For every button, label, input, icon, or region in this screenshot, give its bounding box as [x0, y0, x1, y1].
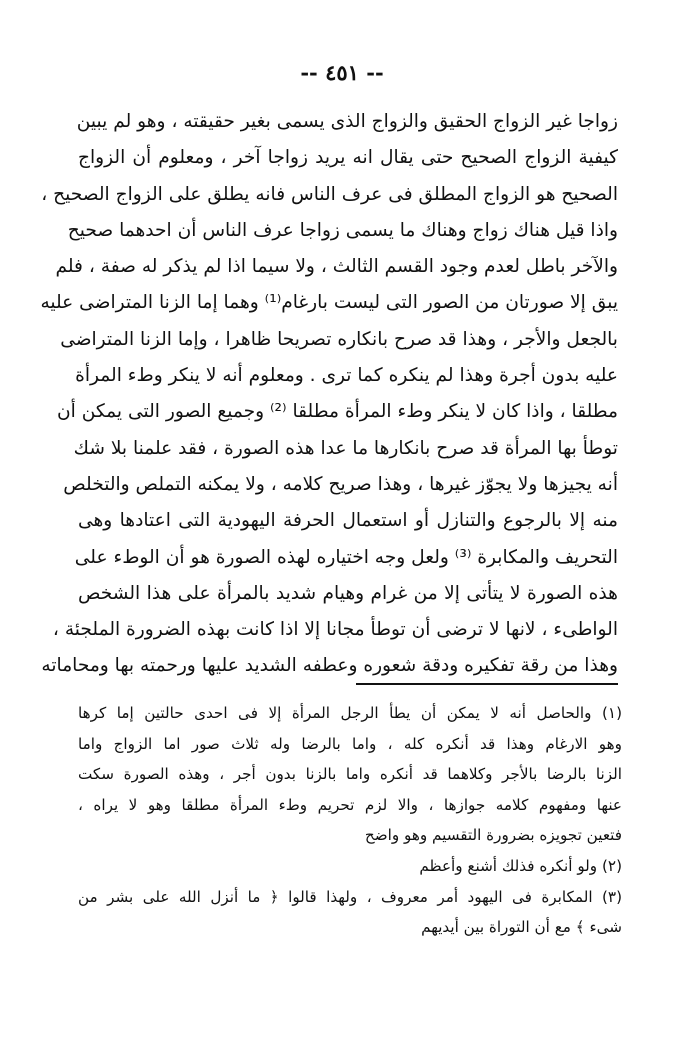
body-line: توطأ بها المرأة قد صرح بانكارها ما عدا هذه الصورة ، فقد علمنا بلا شك	[73, 437, 618, 459]
body-line: منه إلا بالرجوع والتنازل أو استعمال الحرفة اليهودية التى اعتادها وهى	[78, 510, 618, 532]
body-text	[40, 104, 618, 685]
footnote-line: الزنا بالرضا بالأجر وكلاهما قد أنكره واما بالزنا بدون أجر ، وهذه الصورة سكت	[78, 765, 622, 784]
body-line: بالجعل والأجر ، وهذا قد صرح بانكاره تصريحا ظاهرا ، وإما الزنا المتراضى	[60, 328, 618, 350]
footnote-line: وهو الارغام وهذا قد أنكره كله ، واما بالرضا وله ثلاث صور اما الزواج واما	[78, 734, 622, 753]
body-line: أنه يجيزها ولا يجوّز غيرها ، وهذا صريح كلامه ، ولا يمكنه التملص والتخلص	[63, 473, 618, 495]
body-line: الواطىء ، لانها لا ترضى أن توطأ مجانا إلا اذا كانت بهذه الضرورة الملجئة ،	[52, 619, 618, 641]
body-line: هذه الصورة لا يتأتى إلا من غرام وهيام شديد بالمرأة على هذا الشخص	[78, 582, 618, 604]
body-line: يبق إلا صورتان من الصور التى ليست بارغام⁽¹⁾ وهما إما الزنا المتراضى عليه	[40, 292, 618, 314]
footnote-line: (١) والحاصل أنه لا يمكن أن يطأ الرجل المرأة إلا فى احدى حالتين إما كرها	[78, 704, 622, 722]
footnote-line: عنها ومفهوم كلامه جوازها ، والا لزم تحريم وطء المرأة مطلقا وهو لا يراه ،	[78, 795, 622, 814]
body-line: التحريف والمكابرة ⁽³⁾ ولعل وجه اختياره لهذه الصورة هو أن الوطء على	[74, 546, 618, 568]
footnote-line: فتعين تجويزه بضرورة التقسيم وهو واضح	[364, 826, 622, 845]
body-line: عليه بدون أجرة وهذا لم ينكره كما ترى . ومعلوم أنه لا ينكر وطء المرأة	[75, 365, 618, 387]
body-line: وهذا من رقة تفكيره ودقة شعوره وعطفه الشديد عليها ورحمته بها ومحاماته	[41, 655, 618, 677]
footnote-line: (٣) المكابرة فى اليهود أمر معروف ، ولهذا قالوا ﴿ ما أنزل الله على بشر من	[78, 887, 622, 906]
footnote-line: (٢) ولو أنكره فذلك أشنع وأعظم	[419, 856, 622, 875]
footnote-separator	[356, 683, 618, 685]
body-line: زواجا غير الزواج الحقيق والزواج الذى يسمى بغير حقيقته ، وهو لم يبين	[76, 111, 618, 132]
body-line: الصحيح هو الزواج المطلق فى عرف الناس فانه يطلق على الزواج الصحيح ،	[41, 183, 618, 205]
footnotes	[78, 698, 622, 943]
page-number: -- ٤٥١ --	[300, 60, 384, 85]
footnote-line: شىء ﴾ مع أن التوراة بين أيديهم	[421, 918, 622, 937]
body-line: واذا قيل هناك زواج وهناك ما يسمى زواجا عرف الناس أن احدهما صحيح	[67, 219, 618, 241]
body-line: والآخر باطل لعدم وجود القسم الثالث ، ولا سيما اذا لم يذكر له صفة ، فلم	[55, 256, 618, 278]
body-line: كيفية الزواج الصحيح حتى يقال انه يريد زواجا آخر ، ومعلوم أن الزواج	[78, 147, 618, 169]
body-line: مطلقا ، واذا كان لا ينكر وطء المرأة مطلقا ⁽²⁾ وجميع الصور التى يمكن أن	[57, 401, 618, 423]
